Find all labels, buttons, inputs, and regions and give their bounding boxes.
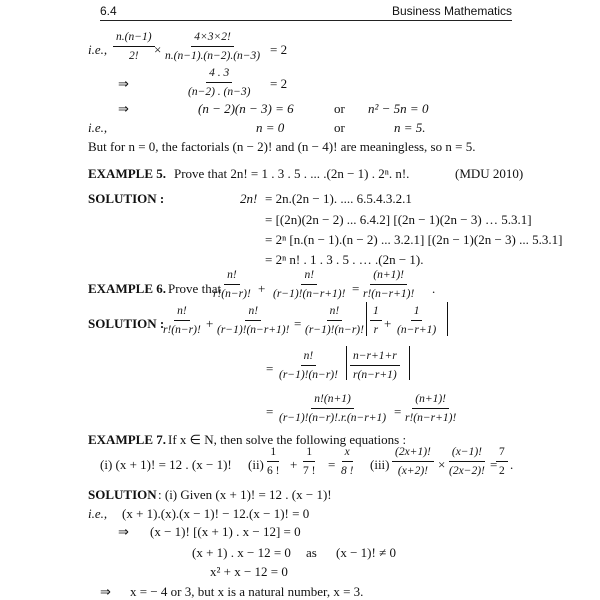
equation-lhs: 2n!: [240, 191, 258, 206]
fraction: (x−1)! (2x−2)!: [449, 446, 485, 477]
ie-label: i.e.,: [88, 120, 108, 135]
plus-sign: +: [290, 457, 298, 472]
condition: (x − 1)! ≠ 0: [336, 545, 396, 560]
fraction: n! (r−1)!(n−r+1)!: [273, 269, 346, 300]
equation-line: = [(2n)(2n − 2) ... 6.4.2] [(2n − 1)(2n − 3) … 5.3.1]: [265, 212, 532, 227]
fraction: n! (r−1)!(n−r)!: [305, 305, 364, 336]
implies-arrow: ⇒: [100, 584, 111, 599]
conclusion: x = − 4 or 3, but x is a natural number, x = 3.: [130, 584, 364, 599]
equation-line: = 2n.(2n − 1). .... 6.5.4.3.2.1: [265, 191, 412, 206]
fraction: n! r!(n−r)!: [213, 269, 251, 300]
ie-label: i.e.,: [88, 42, 108, 57]
reference: (MDU 2010): [455, 166, 524, 181]
equation-line: n² − 5n = 0: [368, 101, 429, 116]
fraction: n.(n−1) 2!: [113, 30, 155, 63]
equals-sign: =: [328, 457, 336, 472]
item-label: (ii): [248, 457, 264, 472]
fraction: n! (r−1)!(n−r)!: [279, 350, 338, 381]
fraction: n−r+1+r r(n−r+1): [350, 349, 400, 382]
solution-label: SOLUTION :: [88, 316, 165, 331]
period: .: [510, 457, 514, 472]
equation-rhs: = 2: [270, 76, 288, 91]
fraction: (2x+1)! (x+2)!: [392, 445, 434, 478]
example-text: If x ∈ N, then solve the following equations :: [168, 432, 407, 447]
equals-sign: =: [352, 281, 360, 296]
fraction: n!(n+1) (r−1)!(n−r)!.r.(n−r+1): [279, 393, 387, 424]
equals-sign: =: [294, 316, 302, 331]
fraction: 1 (n−r+1): [397, 305, 437, 336]
example-text: Prove that 2n! = 1 . 3 . 5 . ... .(2n − 1) . 2ⁿ. n!.: [174, 166, 410, 181]
fraction: 1 6 !: [267, 446, 280, 477]
times-sign: ×: [438, 457, 446, 472]
equation-line: = 2ⁿ [n.(n − 1).(n − 2) ... 3.2.1] [(2n − 1)(2n − 3) ... 5.3.1]: [265, 232, 563, 247]
solution-label: SOLUTION: [88, 487, 157, 502]
period: .: [432, 281, 436, 296]
equation-rhs: = 2: [270, 42, 288, 57]
equals-sign: =: [394, 404, 402, 419]
plus-sign: +: [258, 281, 266, 296]
equation-line: x² + x − 12 = 0: [210, 564, 288, 579]
implies-arrow: ⇒: [118, 101, 129, 116]
equals-sign: =: [266, 361, 274, 376]
plus-sign: +: [384, 316, 392, 331]
book-title: Business Mathematics: [391, 4, 512, 18]
fraction: (n+1)! r!(n−r+1)!: [405, 393, 457, 424]
fraction: 1 7 !: [303, 446, 316, 477]
equation-line: = 2ⁿ n! . 1 . 3 . 5 . … .(2n − 1).: [265, 252, 424, 267]
fraction: n! (r−1)!(n−r+1)!: [217, 305, 290, 336]
equation-line: (n − 2)(n − 3) = 6: [198, 101, 294, 116]
example-label: EXAMPLE 7.: [88, 432, 166, 447]
fraction: 7 2: [496, 445, 508, 478]
page-number: 6.4: [100, 4, 117, 18]
equals-sign: =: [490, 457, 498, 472]
item-label: (iii): [370, 457, 390, 472]
fraction: 1 r: [370, 304, 382, 337]
as-word: as: [306, 545, 317, 560]
fraction: (n+1)! r!(n−r+1)!: [363, 269, 415, 300]
example-label: EXAMPLE 6.: [88, 281, 166, 296]
implies-arrow: ⇒: [118, 524, 129, 539]
solution-text: : (i) Given (x + 1)! = 12 . (x − 1)!: [158, 487, 332, 502]
equation-line: (x + 1) . x − 12 = 0: [192, 545, 291, 560]
paragraph: But for n = 0, the factorials (n − 2)! and (n − 4)! are meaningless, so n = 5.: [88, 139, 476, 154]
ie-label: i.e.,: [88, 506, 108, 521]
or-word: or: [334, 101, 345, 116]
or-word: or: [334, 120, 345, 135]
equation-line: (x − 1)! [(x + 1) . x − 12] = 0: [150, 524, 301, 539]
times-sign: ×: [154, 42, 162, 57]
equation-line: n = 5.: [394, 120, 426, 135]
fraction: n! r!(n−r)!: [163, 305, 201, 336]
page-header: [100, 2, 512, 21]
fraction: 4×3×2! n.(n−1).(n−2).(n−3): [165, 31, 261, 62]
example-text: Prove that: [168, 281, 222, 296]
fraction: 4 . 3 (n−2) . (n−3): [188, 67, 251, 98]
implies-arrow: ⇒: [118, 76, 129, 91]
plus-sign: +: [206, 316, 214, 331]
equals-sign: =: [266, 404, 274, 419]
example-label: EXAMPLE 5.: [88, 166, 166, 181]
solution-label: SOLUTION :: [88, 191, 165, 206]
equation-item: (i) (x + 1)! = 12 . (x − 1)!: [100, 457, 232, 472]
equation-line: n = 0: [256, 120, 285, 135]
equation-line: (x + 1).(x).(x − 1)! − 12.(x − 1)! = 0: [122, 506, 310, 521]
fraction: x 8 !: [341, 446, 354, 477]
